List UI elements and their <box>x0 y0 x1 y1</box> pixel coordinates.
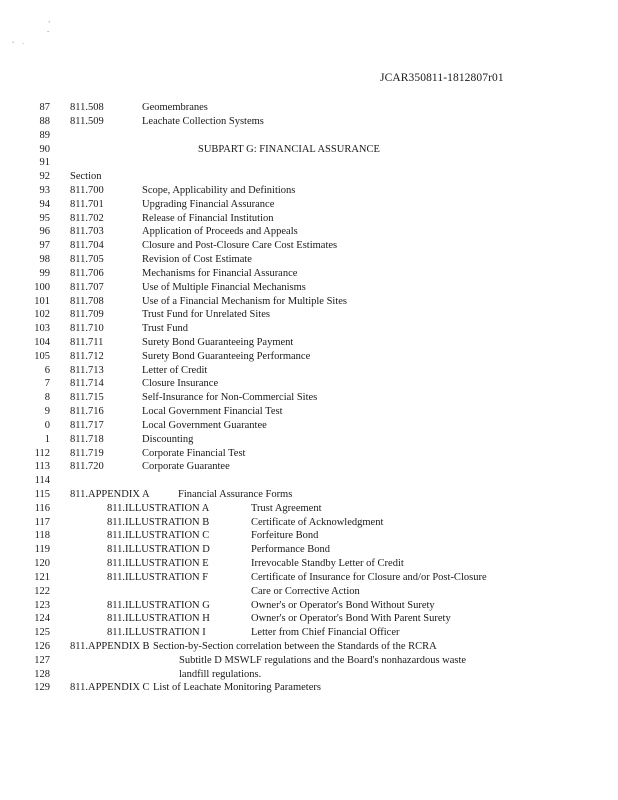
section-title: Trust Fund for Unrelated Sites <box>142 309 270 321</box>
toc-line <box>0 668 618 682</box>
section-number: 811.712 <box>70 350 104 362</box>
line-number: 121 <box>34 571 50 583</box>
line-number: 120 <box>34 558 50 570</box>
section-title: Revision of Cost Estimate <box>142 254 252 265</box>
line-number: 95 <box>39 212 50 224</box>
document-id: JCAR350811-1812807r01 <box>380 72 504 84</box>
line-number: 94 <box>39 198 50 210</box>
section-number: 811.509 <box>70 115 104 127</box>
section-title: Discounting <box>142 433 194 445</box>
subpart-heading: SUBPART G: FINANCIAL ASSURANCE <box>198 143 380 155</box>
toc-line <box>0 295 618 309</box>
toc-line <box>0 364 618 378</box>
line-number: 96 <box>39 226 50 238</box>
toc-line <box>0 529 618 543</box>
toc-line <box>0 225 618 239</box>
line-number: 119 <box>34 544 50 556</box>
toc-line <box>0 640 618 654</box>
line-number: 102 <box>34 309 50 321</box>
section-number: 811.719 <box>70 447 104 459</box>
toc-line <box>0 377 618 391</box>
toc-line <box>0 239 618 253</box>
illustration-title: Care or Corrective Action <box>251 585 360 597</box>
illustration-title: Certificate of Insurance for Closure and/or Post-Closure <box>251 571 487 583</box>
toc-line <box>0 336 618 350</box>
toc-line <box>0 654 618 668</box>
section-title: Corporate Guarantee <box>142 461 230 473</box>
line-number: 8 <box>44 392 50 404</box>
illustration-number: 811.ILLUSTRATION I <box>107 627 206 639</box>
toc-line <box>0 626 618 640</box>
toc-line <box>0 488 618 502</box>
illustration-number: 811.ILLUSTRATION H <box>107 613 210 625</box>
section-number: 811.713 <box>70 364 104 376</box>
section-number: 811.711 <box>70 336 104 348</box>
scan-mark: ´ <box>22 42 25 50</box>
illustration-title: Trust Agreement <box>251 502 322 514</box>
line-number: 88 <box>39 115 50 127</box>
section-title: Subtitle D MSWLF regulations and the Board's nonhazardous waste <box>179 654 467 666</box>
scan-mark: ‘ <box>12 40 15 48</box>
section-title: Closure Insurance <box>142 378 219 390</box>
toc-line <box>0 405 618 419</box>
toc-line <box>0 557 618 571</box>
section-number: 811.710 <box>70 323 104 335</box>
line-number: 117 <box>34 516 50 528</box>
section-title: Application of Proceeds and Appeals <box>142 226 298 238</box>
section-number: 811.APPENDIX B <box>70 641 150 652</box>
section-title: List of Leachate Monitoring Parameters <box>153 682 321 694</box>
illustration-number: 811.ILLUSTRATION C <box>107 530 210 542</box>
section-title: Surety Bond Guaranteeing Performance <box>142 350 311 362</box>
line-number: 97 <box>39 240 50 252</box>
scan-mark: ˜ <box>47 30 50 38</box>
toc-line <box>0 612 618 626</box>
section-title: Closure and Post-Closure Care Cost Estimates <box>142 240 338 252</box>
section-title: Use of Multiple Financial Mechanisms <box>142 281 306 293</box>
line-number: 100 <box>34 281 50 293</box>
toc-line <box>0 460 618 474</box>
illustration-number: 811.ILLUSTRATION F <box>107 571 209 583</box>
toc-line <box>0 267 618 281</box>
toc-line <box>0 143 618 157</box>
line-number: 101 <box>34 295 50 307</box>
toc-line <box>0 322 618 336</box>
line-number: 125 <box>34 627 50 639</box>
section-title: Self-Insurance for Non-Commercial Sites <box>142 392 318 404</box>
line-number: 1 <box>44 433 50 445</box>
line-number: 129 <box>34 682 50 694</box>
section-number: 811.APPENDIX A <box>70 489 150 500</box>
section-title: Local Government Guarantee <box>142 419 267 431</box>
toc-line <box>0 585 618 599</box>
toc-line <box>0 129 618 143</box>
toc-line <box>0 474 618 488</box>
section-number: 811.718 <box>70 433 104 445</box>
line-number: 7 <box>44 378 50 390</box>
illustration-title: Letter from Chief Financial Officer <box>251 627 400 639</box>
toc-line <box>0 281 618 295</box>
section-number: 811.706 <box>70 267 104 279</box>
line-number: 9 <box>44 406 50 417</box>
section-number: 811.701 <box>70 198 104 210</box>
line-number: 104 <box>34 336 50 348</box>
line-number: 116 <box>34 502 50 514</box>
section-number: 811.709 <box>70 309 104 321</box>
section-title: Upgrading Financial Assurance <box>142 198 275 210</box>
toc-line <box>0 115 618 129</box>
toc-line <box>0 101 618 115</box>
line-number: 118 <box>34 530 50 542</box>
section-number: 811.707 <box>70 281 104 293</box>
section-number: 811.702 <box>70 212 104 224</box>
toc-line <box>0 447 618 461</box>
line-number: 0 <box>44 419 50 431</box>
section-title: Mechanisms for Financial Assurance <box>142 267 298 279</box>
section-title: Local Government Financial Test <box>142 406 283 417</box>
line-number: 99 <box>39 267 50 279</box>
section-title: Letter of Credit <box>142 364 208 376</box>
section-number: 811.508 <box>70 102 104 113</box>
toc-line <box>0 170 618 184</box>
toc-line <box>0 419 618 433</box>
section-title: Corporate Financial Test <box>142 447 246 459</box>
illustration-title: Irrevocable Standby Letter of Credit <box>251 558 404 570</box>
toc-line <box>0 516 618 530</box>
section-title: Use of a Financial Mechanism for Multiple Sites <box>142 295 348 307</box>
section-title: Scope, Applicability and Definitions <box>142 184 296 196</box>
section-number: 811.716 <box>70 406 104 417</box>
toc-line <box>0 391 618 405</box>
illustration-title: Certificate of Acknowledgment <box>251 516 384 528</box>
toc-line <box>0 599 618 613</box>
toc-line <box>0 184 618 198</box>
section-number: 811.703 <box>70 226 104 238</box>
toc-line <box>0 212 618 226</box>
section-title: Surety Bond Guaranteeing Payment <box>142 336 294 348</box>
section-number: 811.720 <box>70 461 104 473</box>
section-number: 811.700 <box>70 184 104 196</box>
illustration-title: Performance Bond <box>251 544 331 556</box>
section-title: Financial Assurance Forms <box>178 489 293 500</box>
toc-line <box>0 308 618 322</box>
section-title: Release of Financial Institution <box>142 212 274 224</box>
line-number: 98 <box>39 254 50 265</box>
toc-line <box>0 156 618 170</box>
section-title: Trust Fund <box>142 323 189 335</box>
line-number: 105 <box>34 350 50 362</box>
illustration-number: 811.ILLUSTRATION E <box>107 558 209 570</box>
line-number: 92 <box>39 171 50 183</box>
toc-line <box>0 543 618 557</box>
section-title: landfill regulations. <box>179 668 262 680</box>
line-number: 126 <box>34 641 50 652</box>
section-number: 811.APPENDIX C <box>70 682 150 694</box>
illustration-number: 811.ILLUSTRATION G <box>107 599 210 611</box>
section-title: Geomembranes <box>142 102 208 113</box>
illustration-title: Owner's or Operator's Bond With Parent Surety <box>251 613 451 625</box>
section-number: 811.715 <box>70 392 104 404</box>
section-number: 811.714 <box>70 378 104 390</box>
line-number: 128 <box>34 668 50 680</box>
toc-line <box>0 433 618 447</box>
illustration-number: 811.ILLUSTRATION B <box>107 516 210 528</box>
line-number: 114 <box>34 475 50 487</box>
line-number: 124 <box>34 613 50 625</box>
toc-line <box>0 253 618 267</box>
illustration-number: 811.ILLUSTRATION D <box>107 544 210 556</box>
line-number: 6 <box>44 364 50 376</box>
section-number: 811.717 <box>70 419 104 431</box>
section-number: 811.705 <box>70 254 104 265</box>
toc-line <box>0 571 618 585</box>
line-number: 103 <box>34 323 50 335</box>
section-number: 811.704 <box>70 240 104 252</box>
scan-mark: ’ <box>48 20 51 28</box>
line-number: 91 <box>39 157 50 169</box>
section-number: Section <box>70 171 102 183</box>
illustration-number: 811.ILLUSTRATION A <box>107 502 210 514</box>
line-number: 112 <box>34 447 50 459</box>
line-number: 87 <box>39 102 50 113</box>
toc-line <box>0 681 618 695</box>
section-title: Leachate Collection Systems <box>142 115 264 127</box>
line-number: 90 <box>39 143 50 155</box>
line-number: 123 <box>34 599 50 611</box>
toc-line <box>0 350 618 364</box>
illustration-title: Forfeiture Bond <box>251 530 319 542</box>
illustration-title: Owner's or Operator's Bond Without Surety <box>251 599 435 611</box>
line-number: 113 <box>34 461 50 473</box>
line-number: 115 <box>34 489 50 500</box>
line-number: 122 <box>34 585 50 597</box>
line-number: 127 <box>34 654 50 666</box>
section-title: Section-by-Section correlation between the Standards of the RCRA <box>153 641 437 652</box>
toc-line <box>0 198 618 212</box>
toc-line <box>0 502 618 516</box>
section-number: 811.708 <box>70 295 104 307</box>
line-number: 89 <box>39 129 50 141</box>
line-number: 93 <box>39 184 50 196</box>
